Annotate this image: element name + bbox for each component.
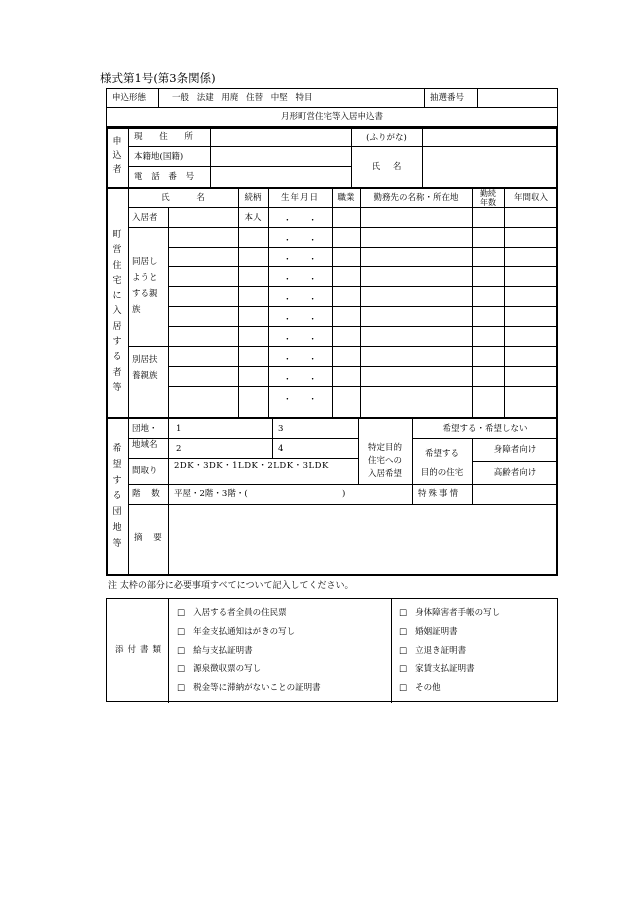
form-label: 様式第1号(第3条関係) bbox=[100, 71, 216, 85]
wish-purpose-label: 希望する 目的の住宅 bbox=[420, 449, 464, 478]
col-header-name: 氏 名 bbox=[161, 193, 205, 203]
self-row-label: 入居者 bbox=[132, 213, 158, 223]
attachment-left-1[interactable]: □ 入居する者全員の住民票 bbox=[177, 608, 287, 618]
floor-options[interactable]: 平屋・2階・3階・( bbox=[174, 489, 248, 499]
checkbox-icon[interactable]: □ bbox=[177, 608, 186, 618]
residents-section-label: 町 営 住 宅 に 入 居 す る 者 等 bbox=[112, 230, 122, 393]
complex-slot-4[interactable]: 4 bbox=[278, 444, 284, 454]
attachment-right-4[interactable]: □ 家賃支払証明書 bbox=[399, 664, 475, 674]
preferred-section-label: 希 望 す る 団 地 等 bbox=[112, 444, 122, 549]
support-group-label: 別居扶 養親族 bbox=[132, 355, 158, 382]
birth-date-row-8[interactable]: ・ ・ bbox=[283, 355, 317, 365]
elderly-option[interactable]: 高齢者向け bbox=[493, 468, 537, 478]
checkbox-icon[interactable]: □ bbox=[399, 608, 408, 618]
checkbox-icon[interactable]: □ bbox=[399, 664, 408, 674]
attachments-table bbox=[106, 598, 558, 702]
applicant-section-label: 申 込 者 bbox=[112, 137, 122, 175]
address-label: 現 住 所 bbox=[134, 132, 193, 142]
attachment-right-5[interactable]: □ その他 bbox=[399, 683, 441, 693]
layout-label: 間取り bbox=[132, 466, 158, 476]
checkbox-icon[interactable]: □ bbox=[177, 627, 186, 637]
furigana-field[interactable] bbox=[423, 128, 556, 145]
complex-name-label: 団地・ 地域名 bbox=[132, 424, 158, 451]
layout-options[interactable]: 2DK・3DK・1LDK・2LDK・3LDK bbox=[174, 461, 329, 471]
checkbox-icon[interactable]: □ bbox=[399, 627, 408, 637]
lottery-number-label: 抽選番号 bbox=[430, 93, 465, 103]
application-form bbox=[106, 88, 558, 576]
attachment-left-2[interactable]: □ 年金支払通知はがきの写し bbox=[177, 627, 296, 637]
checkbox-icon[interactable]: □ bbox=[177, 683, 186, 693]
attachment-right-1[interactable]: □ 身体障害者手帳の写し bbox=[399, 608, 501, 618]
birth-date-row-7[interactable]: ・ ・ bbox=[283, 335, 317, 345]
attachment-right-3[interactable]: □ 立退き証明書 bbox=[399, 646, 467, 656]
checkbox-icon[interactable]: □ bbox=[177, 664, 186, 674]
col-header-years: 勤続 年数 bbox=[480, 189, 496, 207]
application-type-label: 申込形態 bbox=[112, 93, 147, 103]
special-circumstances-label: 特殊事情 bbox=[418, 489, 461, 499]
self-relation-value: 本人 bbox=[244, 213, 262, 223]
birth-date-row-2[interactable]: ・ ・ bbox=[283, 236, 317, 246]
col-header-relation: 続柄 bbox=[244, 193, 262, 203]
furigana-label: (ふりがな) bbox=[366, 133, 407, 143]
birth-date-row-6[interactable]: ・ ・ bbox=[283, 315, 317, 325]
domicile-field[interactable] bbox=[211, 147, 350, 165]
application-type-options[interactable]: 一般 法建 用廃 住替 中堅 特目 bbox=[172, 93, 313, 103]
complex-slot-2[interactable]: 2 bbox=[176, 444, 182, 454]
attachments-label: 添付書類 bbox=[115, 645, 166, 655]
instruction-note: 注 太枠の部分に必要事項すべてについて記入してください。 bbox=[108, 581, 354, 591]
notes-label: 摘 要 bbox=[134, 533, 162, 543]
floor-close-paren: ) bbox=[342, 489, 346, 499]
attachment-right-2[interactable]: □ 婚姻証明書 bbox=[399, 627, 458, 637]
special-purpose-label: 特定目的 住宅への 入居希望 bbox=[367, 443, 402, 479]
col-header-income: 年間収入 bbox=[513, 193, 548, 203]
complex-slot-3[interactable]: 3 bbox=[278, 424, 284, 434]
attachment-left-3[interactable]: □ 給与支払証明書 bbox=[177, 646, 253, 656]
phone-label: 電 話 番 号 bbox=[134, 172, 195, 182]
lottery-number-field[interactable] bbox=[478, 89, 557, 107]
checkbox-icon[interactable]: □ bbox=[399, 646, 408, 656]
phone-field[interactable] bbox=[211, 167, 350, 186]
checkbox-icon[interactable]: □ bbox=[177, 646, 186, 656]
notes-field[interactable] bbox=[169, 505, 556, 574]
attachment-left-4[interactable]: □ 源泉徴収票の写し bbox=[177, 664, 262, 674]
birth-date-row-1[interactable]: ・ ・ bbox=[283, 216, 317, 226]
birth-date-row-9[interactable]: ・ ・ bbox=[283, 375, 317, 385]
complex-slot-1[interactable]: 1 bbox=[176, 424, 182, 434]
name-label: 氏 名 bbox=[371, 162, 402, 172]
applicant-name-field[interactable] bbox=[423, 147, 556, 186]
col-header-workplace: 勤務先の名称・所在地 bbox=[373, 193, 459, 203]
disabled-option[interactable]: 身障者向け bbox=[493, 445, 537, 455]
col-header-birth: 生年月日 bbox=[280, 193, 319, 203]
birth-date-row-3[interactable]: ・ ・ bbox=[283, 255, 317, 265]
cohabit-group-label: 同居し ようと する親 族 bbox=[132, 257, 158, 316]
floor-label: 階 数 bbox=[132, 489, 160, 499]
birth-date-row-10[interactable]: ・ ・ bbox=[283, 395, 317, 405]
document-title: 月形町営住宅等入居申込書 bbox=[280, 112, 383, 122]
wish-options[interactable]: 希望する・希望しない bbox=[442, 424, 528, 434]
checkbox-icon[interactable]: □ bbox=[399, 683, 408, 693]
col-header-job: 職業 bbox=[337, 193, 355, 203]
address-field[interactable] bbox=[211, 128, 350, 145]
birth-date-row-4[interactable]: ・ ・ bbox=[283, 275, 317, 285]
birth-date-row-5[interactable]: ・ ・ bbox=[283, 295, 317, 305]
domicile-label: 本籍地(国籍) bbox=[134, 152, 184, 162]
attachment-left-5[interactable]: □ 税金等に滞納がないことの証明書 bbox=[177, 683, 321, 693]
